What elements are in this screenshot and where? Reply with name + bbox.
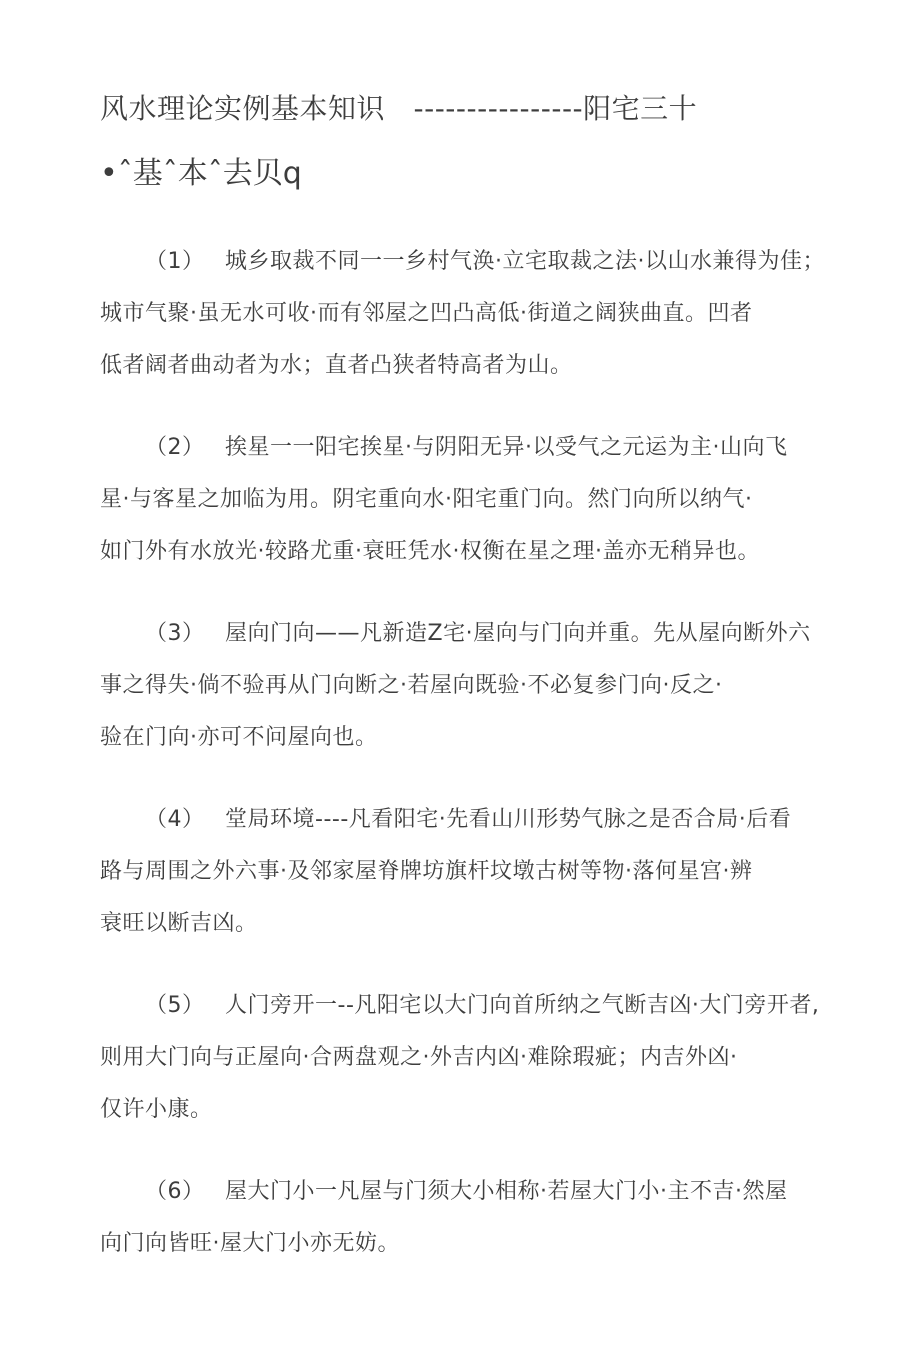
paragraph-6-number: （6） bbox=[145, 1179, 205, 1204]
paragraph-1 bbox=[100, 236, 860, 392]
paragraph-3-line-2: 事之得失·倘不验再从门向断之·若屋向既验·不必复参门向·反之· bbox=[100, 673, 723, 698]
paragraph-5-line-2: 则用大门向与正屋向·合两盘观之·外吉内凶·难除瑕疵；内吉外凶· bbox=[100, 1045, 738, 1070]
paragraph-4-text: 堂局环境----凡看阳宅·先看山川形势气脉之是否合局·后看 bbox=[225, 807, 792, 832]
paragraph-3-line-3: 验在门向·亦可不问屋向也。 bbox=[100, 725, 378, 750]
paragraph-4-number: （4） bbox=[145, 807, 205, 832]
paragraph-3-number: （3） bbox=[145, 621, 205, 646]
paragraph-1-number: （1） bbox=[145, 249, 205, 274]
paragraph-1-line-3: 低者阔者曲动者为水；直者凸狭者特高者为山。 bbox=[100, 353, 573, 378]
paragraph-4-line-3: 衰旺以断吉凶。 bbox=[100, 911, 258, 936]
paragraph-1-line-1 bbox=[100, 236, 860, 288]
paragraph-6 bbox=[100, 1166, 860, 1270]
paragraph-1-line-2: 城市气聚·虽无水可收·而有邻屋之凹凸高低·街道之阔狭曲直。凹者 bbox=[100, 301, 753, 326]
paragraph-6-line-2: 向门向皆旺·屋大门小亦无妨。 bbox=[100, 1231, 400, 1256]
paragraph-6-text: 屋大门小一凡屋与门须大小相称·若屋大门小·主不吉·然屋 bbox=[225, 1179, 788, 1204]
paragraph-5-line-1 bbox=[100, 980, 860, 1032]
paragraph-5-text: 人门旁开一--凡阳宅以大门向首所纳之气断吉凶·大门旁开者, bbox=[225, 993, 820, 1018]
paragraph-5-line-3: 仅许小康。 bbox=[100, 1097, 213, 1122]
paragraph-3 bbox=[100, 608, 860, 764]
paragraph-4-line-1 bbox=[100, 794, 860, 846]
document-subtitle: •ˆ基ˆ本ˆ去贝q bbox=[100, 156, 302, 191]
paragraph-2-text: 挨星一一阳宅挨星·与阴阳无异·以受气之元运为主·山向飞 bbox=[225, 435, 788, 460]
paragraph-2-line-2: 星·与客星之加临为用。阴宅重向水·阳宅重门向。然门向所以纳气· bbox=[100, 487, 753, 512]
paragraph-4-line-2: 路与周围之外六事·及邻家屋脊牌坊旗杆坟墩古树等物·落何星宫·辨 bbox=[100, 859, 753, 884]
document-title: 风水理论实例基本知识 ----------------阳宅三十 bbox=[100, 92, 698, 125]
paragraph-4 bbox=[100, 794, 860, 950]
paragraph-3-line-1 bbox=[100, 608, 860, 660]
paragraph-5 bbox=[100, 980, 860, 1136]
paragraph-5-number: （5） bbox=[145, 993, 205, 1018]
paragraph-2 bbox=[100, 422, 860, 578]
paragraph-2-number: （2） bbox=[145, 435, 205, 460]
paragraph-3-text: 屋向门向——凡新造Z宅·屋向与门向并重。先从屋向断外六 bbox=[225, 621, 811, 646]
paragraph-6-line-1 bbox=[100, 1166, 860, 1218]
paragraph-2-line-3: 如门外有水放光·较路尤重·衰旺凭水·权衡在星之理·盖亦无稍异也。 bbox=[100, 539, 760, 564]
paragraph-2-line-1 bbox=[100, 422, 860, 474]
paragraph-1-text: 城乡取裁不同一一乡村气涣·立宅取裁之法·以山水兼得为佳； bbox=[225, 249, 825, 274]
